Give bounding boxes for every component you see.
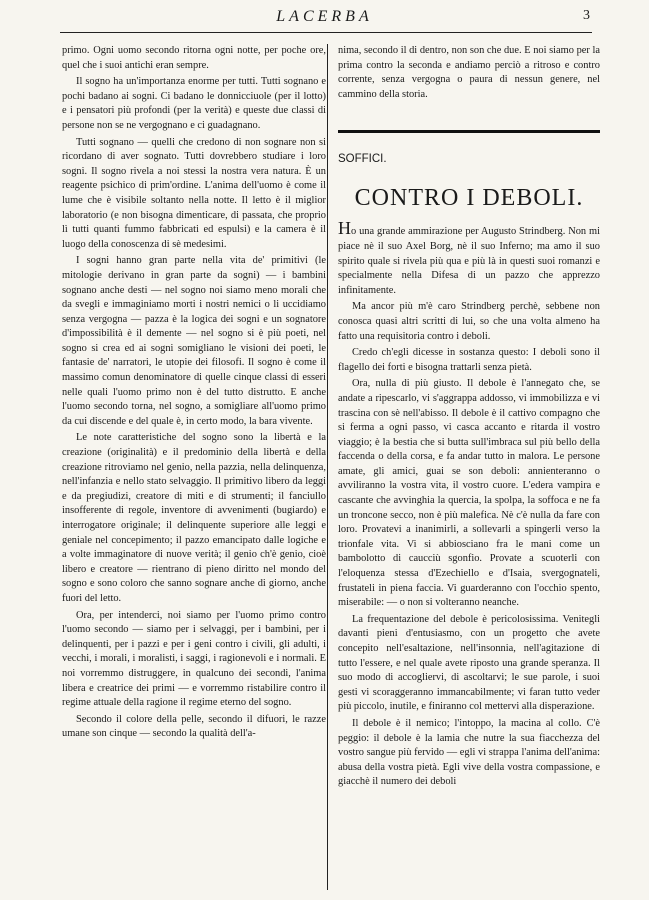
left-column	[62, 44, 326, 744]
page-number: 3	[583, 8, 590, 23]
section-rule	[338, 130, 600, 133]
masthead-rule	[60, 32, 592, 33]
paragraph: Secondo il colore della pelle, secondo il difuori, le razze umane son cinque — secondo la qualità dell'a-	[62, 713, 326, 740]
lead-paragraph	[338, 218, 600, 298]
drop-cap: H	[338, 218, 351, 239]
paragraph: La frequentazione del debole è pericolosissima. Venitegli davanti pieni d'entusiasmo, con un progetto che avete concepito nell'esaltazione, nell'insonnia, nell'agitazione di tutto l'essere, e nel quale avete riposto una grande speranza. Il suo modo di accogliervi, di ascoltarvi; le sue parole, i suoi gesti vi scoraggeranno immancabilmente; vi faran tutto veder più piccolo, inutile, e finiranno col mettervi alla disperazione.	[338, 613, 600, 713]
paragraph: Ma ancor più m'è caro Strindberg perchè, sebbene non conosca quasi altri scritti di lui, so che una volta almeno ha fatto una requisitoria contro i deboli.	[338, 301, 600, 342]
paragraph: Tutti sognano — quelli che credono di non sognare non si ricordano di aver sognato. Tutti dovrebbero studiare i loro sogni. Il sogno rivela a noi stessi la nostra vera natura. È un reagente psichico di prim'ordine. L'anima dell'uomo è come il lume che è visibile soltanto nella notte. Il letto è il miglior laboratorio (e non bisogna dimenticare, di passata, che proprio lì tutti quanti fummo fabbricati ed espulsi) e la camera è il luogo della conoscenza di sè medesimi.	[62, 136, 326, 250]
paragraph: nima, secondo il di dentro, non son che due. E noi siamo per la prima contro la seconda e andiamo perciò a ritroso e contro corrente, senza vergogna o paura di nessun genere, nel cammino della storia.	[338, 45, 600, 100]
paragraph: Il sogno ha un'importanza enorme per tutti. Tutti sognano e pochi badano ai sogni. Ci badano le donnicciuole (per il lotto) e i pensatori più profondi (per la verità) e queste due classi di persone non se ne vergognano e ci guadagnano.	[62, 76, 326, 131]
column-divider	[327, 44, 328, 890]
paragraph: Credo ch'egli dicesse in sostanza questo: I deboli sono il flagello dei forti e bisogna trattarli senza pietà.	[338, 347, 600, 373]
article-title: CONTRO I DEBOLI.	[354, 185, 584, 212]
paragraph: Il debole è il nemico; l'intoppo, la macina al collo. C'è peggio: il debole è la lamia che nutre la sua fiacchezza del vostro sangue più fervido — egli vi strappa l'anima dell'anima: abusa della vostra pietà. Egli vive della vostra compassione, e giacchè il numero dei deboli	[338, 717, 600, 788]
masthead	[0, 8, 649, 32]
masthead-title: LACERBA	[276, 8, 373, 25]
article-author: SOFFICI.	[338, 153, 387, 166]
paragraph: Ora, nulla di più giusto. Il debole è l'annegato che, se andate a ripescarlo, vi s'aggrappa addosso, vi immobilizza e vi trascina con sè nell'abisso. Il debole è il cattivo compagno che si ferma a ogni passo, vi casca accanto e ritarda il vostro viaggio; è la bestia che si butta sull'imbraca sul più bello della faccenda o della corsa, e fa andar tutto in malora. Le persone amate, gli amici, guai se son deboli: annienteranno o avviliranno la vostra vita, il vostro cuore. L'edera vampira e cascante che avvinghia la quercia, la spolpa, la soffoca e ne fa un troncone secco, non è più malefica. Nè c'è nulla da fare con loro. Provatevi a inanimirli, a sollevarli a spingerli verso la trionfale vita. Vi si abbiosciano fra le mani come un bambolotto di caucciù sgonfio. Provate a scuoterli con l'eloquenza stessa d'Ezechiello e d'Isaia, svergognateli, frustateli in piena faccia. Vi guarderanno con l'occhio spento, miserabile: — o non si volteranno neanche.	[338, 378, 600, 609]
paragraph: Ora, per intenderci, noi siamo per l'uomo primo contro l'uomo secondo — siamo per i selvaggi, per i bambini, per i delinquenti, per i pazzi e per i geni contro i civili, gli adulti, i vecchi, i morali, i moralisti, i saggi, i ragionevoli e i normali. E noi vorremmo distruggere, in qualcuno dei secondi, l'anima libera e creatrice dei primi — e vorremmo ristabilire contro il regime attuale della ragione il regime eterno del sogno.	[62, 609, 326, 709]
paragraph: I sogni hanno gran parte nella vita de' primitivi (le mitologie derivano in gran parte da sogni) — i bambini sognano anche desti — nel sogno noi siamo meno morali che da svegli e immaginiamo morti i nostri nemici o li uccidiamo senza vergogna — pazza è la logica dei sogni e un sognatore d'impossibilità è il demente — nel sogno si è più poeti, nel sogno si crea ed ai sogni somigliano le visioni dei poeti, le fantasie de' narratori, le utopie dei filosofi. Il sogno è come il massimo comun denominatore di quelle cinque classi di esseri nelle quali l'uomo primo non è del tutto distrutto. E anche l'uomo secondo torna, nel sogno, a somigliare all'uomo primo da cui discende e del quale è, in certo modo, la bara vivente.	[62, 255, 326, 427]
paragraph: Le note caratteristiche del sogno sono la libertà e la creazione (originalità) e il predominio della libertà e della creazione ritroviamo nel genio, nella pazzia, nella delinquenza, nell'infanzia e nello stato selvaggio. Il primitivo libero da leggi e da pregiudizi, creatore di miti e di strumenti; il fanciullo insofferente di regole, inventore di avvenimenti (bugiardo) e interrogatore originale; il delinquente superiore alle leggi e geniale nel concepimento; il pazzo emancipato dalle logiche e a volte immaginatore di nuove verità; il genio ch'è genio, cioè libero e creatore — rientrano di pieno diritto nel mondo del sogno e sono coloro che sanno sognare anche di giorno, anche fuori del letto.	[62, 432, 326, 604]
lead-text: o una grande ammirazione per Augusto Strindberg. Non mi piace nè il suo Axel Borg, nè il suo Inferno; ma amo il suo spirito quale si rivela più qua e più là in questi suoi romanzi e specialmente nella Difesa di un pazzo che apprezzo infinitamente.	[338, 226, 600, 296]
paragraph: primo. Ogni uomo secondo ritorna ogni notte, per poche ore, quel che i suoi antichi eran sempre.	[62, 45, 326, 71]
right-column	[338, 44, 600, 792]
